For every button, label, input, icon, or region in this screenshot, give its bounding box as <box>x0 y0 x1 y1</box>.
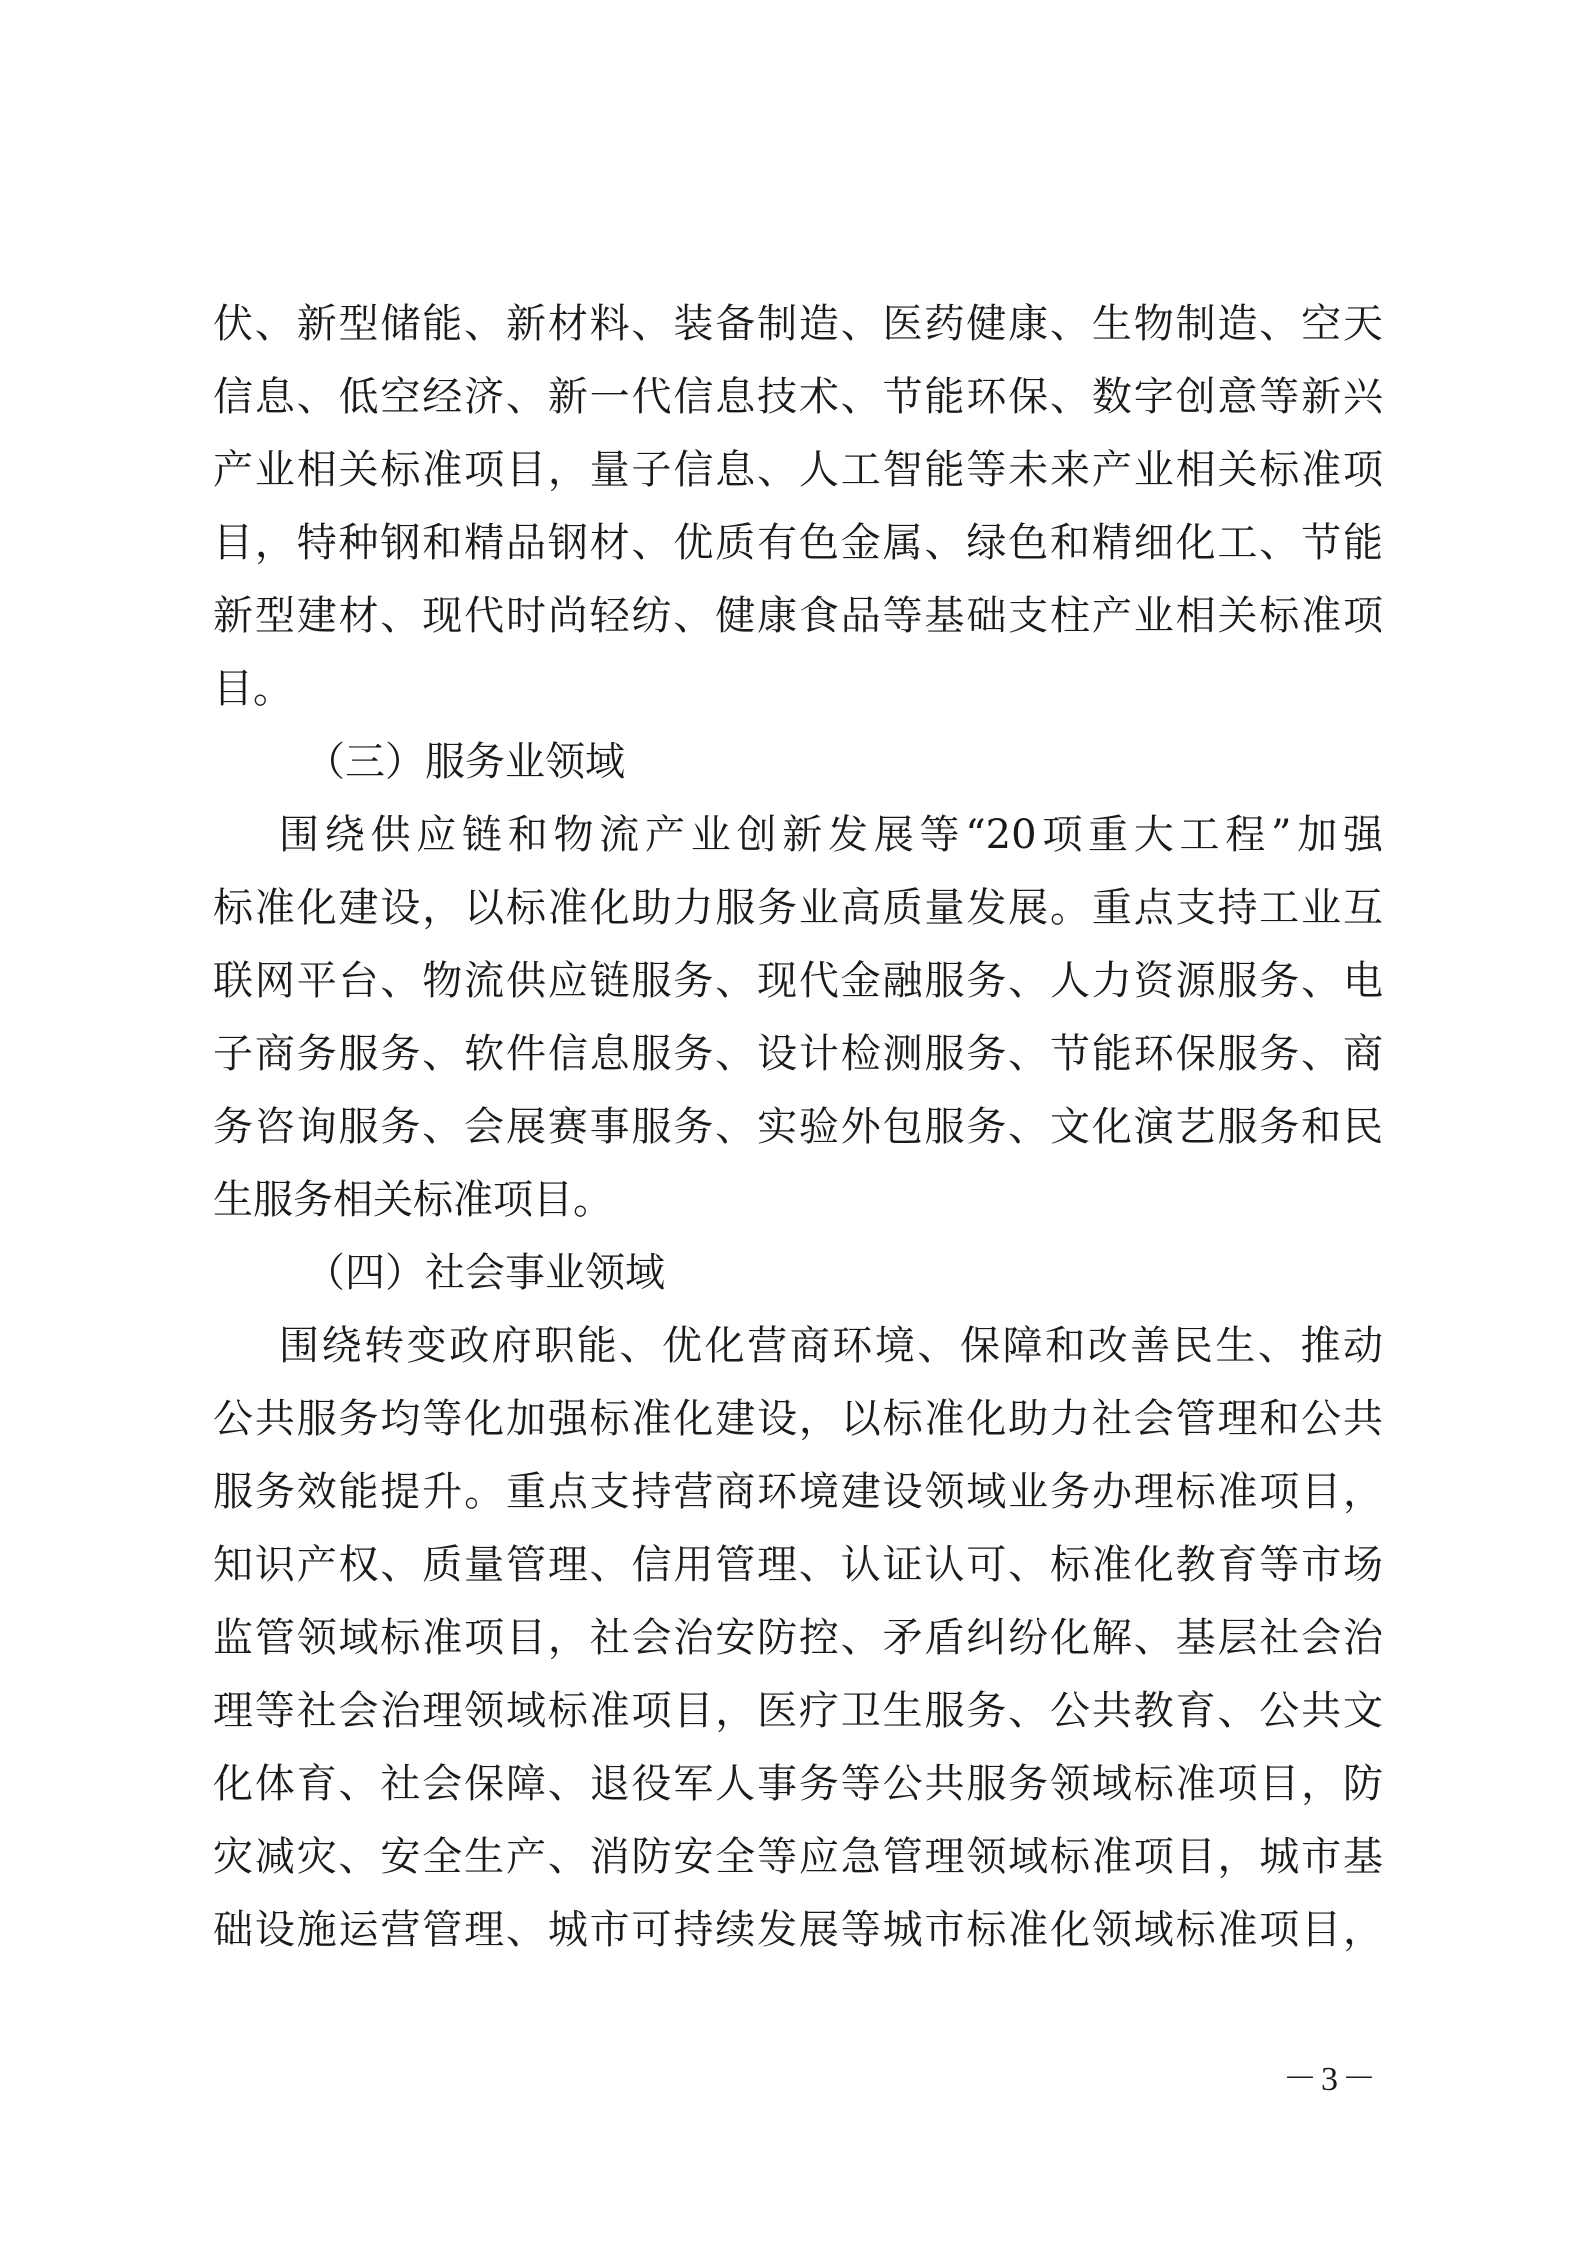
body-text <box>213 288 1383 1967</box>
page-number: －3－ <box>1283 2061 1380 2098</box>
paragraph-first-line: 围绕供应链和物流产业创新发展等“20项重大工程”加强 <box>279 812 1383 858</box>
text-line: 信息、低空经济、新一代信息技术、节能环保、数字创意等新兴 <box>213 374 1383 420</box>
text-line: 联网平台、物流供应链服务、现代金融服务、人力资源服务、电 <box>213 958 1383 1004</box>
section-heading-services: （三）服务业领域 <box>305 739 625 785</box>
paragraph-first-line: 围绕转变政府职能、优化营商环境、保障和改善民生、推动 <box>279 1323 1383 1369</box>
text-line: 新型建材、现代时尚轻纺、健康食品等基础支柱产业相关标准项 <box>213 593 1383 639</box>
text-line: 服务效能提升。重点支持营商环境建设领域业务办理标准项目， <box>213 1469 1383 1515</box>
text-line: 础设施运营管理、城市可持续发展等城市标准化领域标准项目， <box>213 1907 1383 1953</box>
text-line: 监管领域标准项目，社会治安防控、矛盾纠纷化解、基层社会治 <box>213 1615 1383 1661</box>
section-heading-social: （四）社会事业领域 <box>305 1250 665 1296</box>
text-line: 标准化建设，以标准化助力服务业高质量发展。重点支持工业互 <box>213 885 1383 931</box>
text-line: 子商务服务、软件信息服务、设计检测服务、节能环保服务、商 <box>213 1031 1383 1077</box>
text-line: 伏、新型储能、新材料、装备制造、医药健康、生物制造、空天 <box>213 301 1383 347</box>
text-line: 生服务相关标准项目。 <box>213 1177 613 1223</box>
text-line: 理等社会治理领域标准项目，医疗卫生服务、公共教育、公共文 <box>213 1688 1383 1734</box>
text-line: 产业相关标准项目，量子信息、人工智能等未来产业相关标准项 <box>213 447 1383 493</box>
text-line: 目，特种钢和精品钢材、优质有色金属、绿色和精细化工、节能 <box>213 520 1383 566</box>
text-line: 务咨询服务、会展赛事服务、实验外包服务、文化演艺服务和民 <box>213 1104 1383 1150</box>
text-line: 灾减灾、安全生产、消防安全等应急管理领域标准项目，城市基 <box>213 1834 1383 1880</box>
text-line: 公共服务均等化加强标准化建设，以标准化助力社会管理和公共 <box>213 1396 1383 1442</box>
text-line: 目。 <box>213 666 293 712</box>
text-line: 化体育、社会保障、退役军人事务等公共服务领域标准项目，防 <box>213 1761 1383 1807</box>
text-line: 知识产权、质量管理、信用管理、认证认可、标准化教育等市场 <box>213 1542 1383 1588</box>
